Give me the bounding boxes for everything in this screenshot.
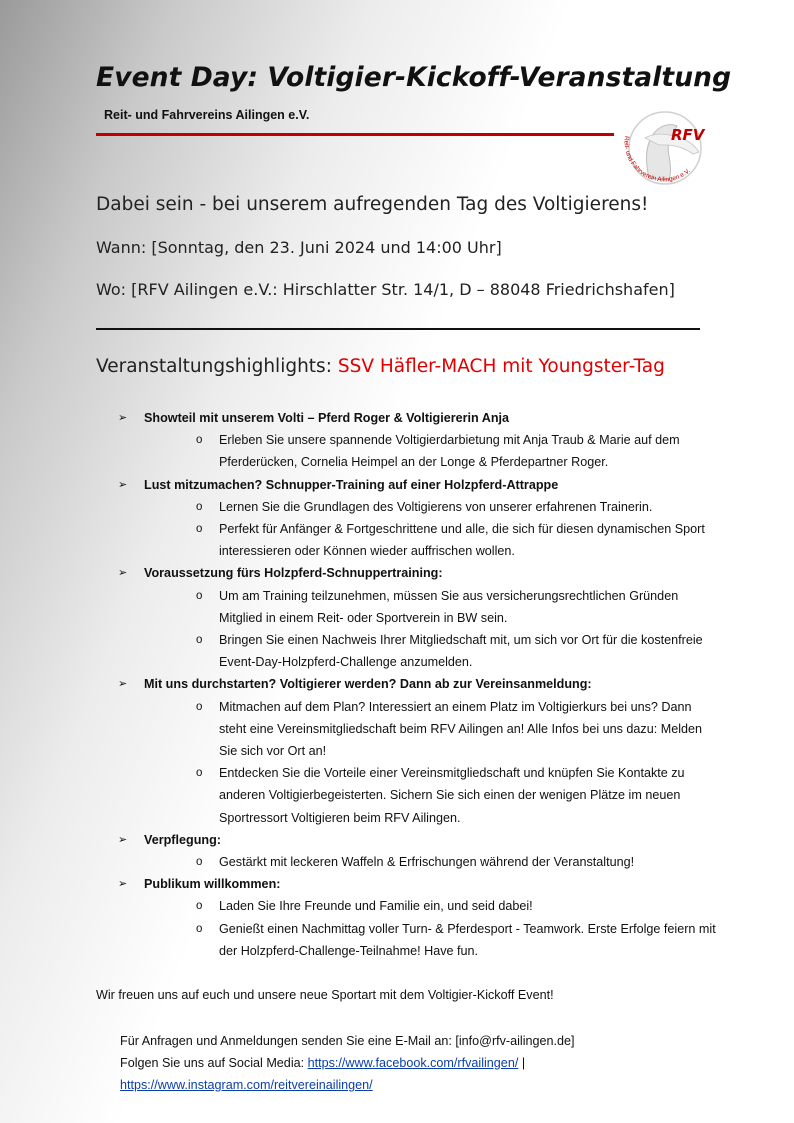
list-item: o Bringen Sie einen Nachweis Ihrer Mitgliedschaft mit, um sich vor Ort für die kostenfreie Event-Day-Holzpferd-Challenge anzumelden. [144,629,718,673]
highlights-label: Veranstaltungshighlights: [96,356,332,377]
list-item: o Laden Sie Ihre Freunde und Familie ein, und seid dabei! [144,895,718,917]
logo-ring-text: Reit- und Fahrverein Ailingen e.V. [622,135,692,184]
highlight-event-name: SSV Häfler-MACH mit Youngster-Tag [337,356,665,377]
rfv-logo [615,108,713,188]
list-item: o Erleben Sie unsere spannende Voltigierdarbietung mit Anja Traub & Marie auf dem Pferderücken, Cornelia Heimpel an der Longe & Pferdepartner Roger. [144,429,718,473]
section-heading: ➢ Publikum willkommen: [144,877,281,892]
instagram-line [120,1074,575,1096]
list-section [118,673,718,828]
organization-name: Reit- und Fahrvereins Ailingen e.V. [104,108,310,122]
social-label: Folgen Sie uns auf Social Media: [120,1056,305,1070]
logo-text: RFV [671,126,705,144]
section-heading: ➢ Verpflegung: [144,832,221,847]
link-separator: | [521,1056,526,1070]
intro-line: Dabei sein - bei unserem aufregenden Tag des Voltigierens! [96,194,649,215]
list-item: o Entdecken Sie die Vorteile einer Vereinsmitgliedschaft und knüpfen Sie Kontakte zu anderen Voltigierbegeisterten. Sichern Sie sich einen der wenigen Plätze im neuen Sportressort Voltigieren beim RFV Ailingen. [144,762,718,829]
list-section [118,873,718,962]
list-item: o Perfekt für Anfänger & Fortgeschrittene und alle, die sich für diesen dynamischen Sport interessieren oder Können wieder auffrischen wollen. [144,518,718,562]
page-title: Event Day: Voltigier-Kickoff-Veranstaltung [96,62,732,93]
section-heading: ➢ Lust mitzumachen? Schnupper-Training auf einer Holzpferd-Attrappe [144,477,559,492]
closing-line: Wir freuen uns auf euch und unsere neue Sportart mit dem Voltigier-Kickoff Event! [96,988,554,1002]
instagram-link[interactable]: https://www.instagram.com/reitvereinailingen/ [120,1078,373,1092]
highlights-list [118,407,718,962]
section-heading: ➢ Mit uns durchstarten? Voltigierer werden? Dann ab zur Vereinsanmeldung: [144,677,592,692]
event-date: Wann: [Sonntag, den 23. Juni 2024 und 14:00 Uhr] [96,238,502,257]
list-item: o Gestärkt mit leckeren Waffeln & Erfrischungen während der Veranstaltung! [144,851,718,873]
black-divider [96,328,700,330]
list-section [118,407,718,474]
contact-block [120,1030,575,1096]
list-section [118,562,718,673]
list-item: o Lernen Sie die Grundlagen des Voltigierens von unserer erfahrenen Trainerin. [144,496,718,518]
list-item: o Genießt einen Nachmittag voller Turn- & Pferdesport - Teamwork. Erste Erfolge feiern mit der Holzpferd-Challenge-Teilnahme! Have fun. [144,918,718,962]
list-item: o Mitmachen auf dem Plan? Interessiert an einem Platz im Voltigierkurs bei uns? Dann steht eine Vereinsmitgliedschaft beim RFV Ailingen an! Alle Infos bei uns dazu: Melden Sie sich vor Ort an! [144,696,718,763]
email-line: Für Anfragen und Anmeldungen senden Sie eine E-Mail an: [info@rfv-ailingen.de] [120,1034,575,1048]
event-location: Wo: [RFV Ailingen e.V.: Hirschlatter Str. 14/1, D – 88048 Friedrichshafen] [96,280,675,299]
section-heading: ➢ Voraussetzung fürs Holzpferd-Schnuppertraining: [144,566,443,581]
social-line [120,1052,575,1074]
highlights-heading [96,356,665,377]
section-heading: ➢ Showteil mit unserem Volti – Pferd Roger & Voltigiererin Anja [144,411,510,425]
list-item: o Um am Training teilzunehmen, müssen Sie aus versicherungsrechtlichen Gründen Mitglied in einem Reit- oder Sportverein in BW sein. [144,585,718,629]
list-section [118,829,718,873]
list-section [118,474,718,563]
red-divider [96,133,614,136]
facebook-link[interactable]: https://www.facebook.com/rfvailingen/ [307,1056,519,1070]
